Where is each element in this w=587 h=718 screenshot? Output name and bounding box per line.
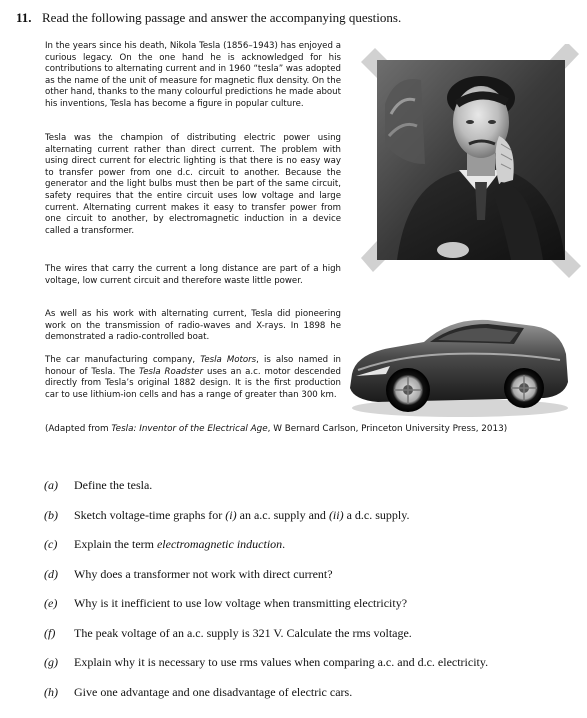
passage-paragraph-3: The wires that carry the current a long distance are part of a high voltage, low current circuit and therefore waste little power. — [45, 264, 341, 286]
question-instruction: Read the following passage and answer the accompanying questions. — [42, 10, 402, 25]
question-item-f: (f) The peak voltage of an a.c. supply is 321 V. Calculate the rms voltage. — [44, 625, 412, 640]
question-list — [44, 478, 488, 714]
citation: (Adapted from Tesla: Inventor of the Electrical Age, W Bernard Carlson, Princeton University Press, 2013) — [45, 424, 508, 434]
tesla-portrait-photo — [361, 44, 581, 278]
question-item-d: (d) Why does a transformer not work with direct current? — [44, 566, 333, 581]
question-item-g: (g) Explain why it is necessary to use rms values when comparing a.c. and d.c. electricity. — [44, 655, 489, 669]
tesla-roadster-photo — [338, 296, 574, 420]
question-item-a: (a) Define the tesla. — [44, 478, 153, 492]
question-item-e: (e) Why is it inefficient to use low voltage when transmitting electricity? — [44, 596, 408, 610]
question-number: 11. — [16, 10, 32, 25]
question-item-h: (h) Give one advantage and one disadvantage of electric cars. — [44, 684, 353, 699]
question-item-c: (c) Explain the term electromagnetic induction. — [44, 537, 286, 551]
passage-paragraph-1: In the years since his death, Nikola Tesla (1856–1943) has enjoyed a curious legacy. On the one hand he is acknowledged for his contributions to alternating current and in 1960 “tesla” was adopted as the name of the unit of measure for magnetic flux density. On the other hand, thanks to the many colourful predictions he made about his inventions, Tesla has become a figure in popular culture. — [45, 41, 341, 109]
passage-paragraph-2: Tesla was the champion of distributing electric power using alternating current rather than direct current. The problem with using direct current for electric lighting is that there is no easy way to transfer power from one d.c. circuit to another. Because the generator and the light bulbs must then be part of the same circuit, safety requires that the entire circuit uses low voltage and large current. Alternating current makes it easy to transfer power from one circuit to another, by electromagnetic induction in a device called a transformer. — [45, 133, 341, 236]
question-item-b: (b) Sketch voltage-time graphs for (i) an a.c. supply and (ii) a d.c. supply. — [44, 507, 410, 522]
passage-paragraph-4: As well as his work with alternating current, Tesla did pioneering work on the transmission of radio-waves and X-rays. In 1898 he demonstrated a radio-controlled boat. — [45, 309, 341, 343]
passage-paragraph-5: The car manufacturing company, Tesla Motors, is also named in honour of Tesla. The Tesla Roadster uses an a.c. motor descended directly from Tesla’s original 1882 design. It is the first production car to use lithium-ion cells and has a range of greater than 300 km. — [45, 355, 341, 400]
question-header — [16, 10, 401, 26]
